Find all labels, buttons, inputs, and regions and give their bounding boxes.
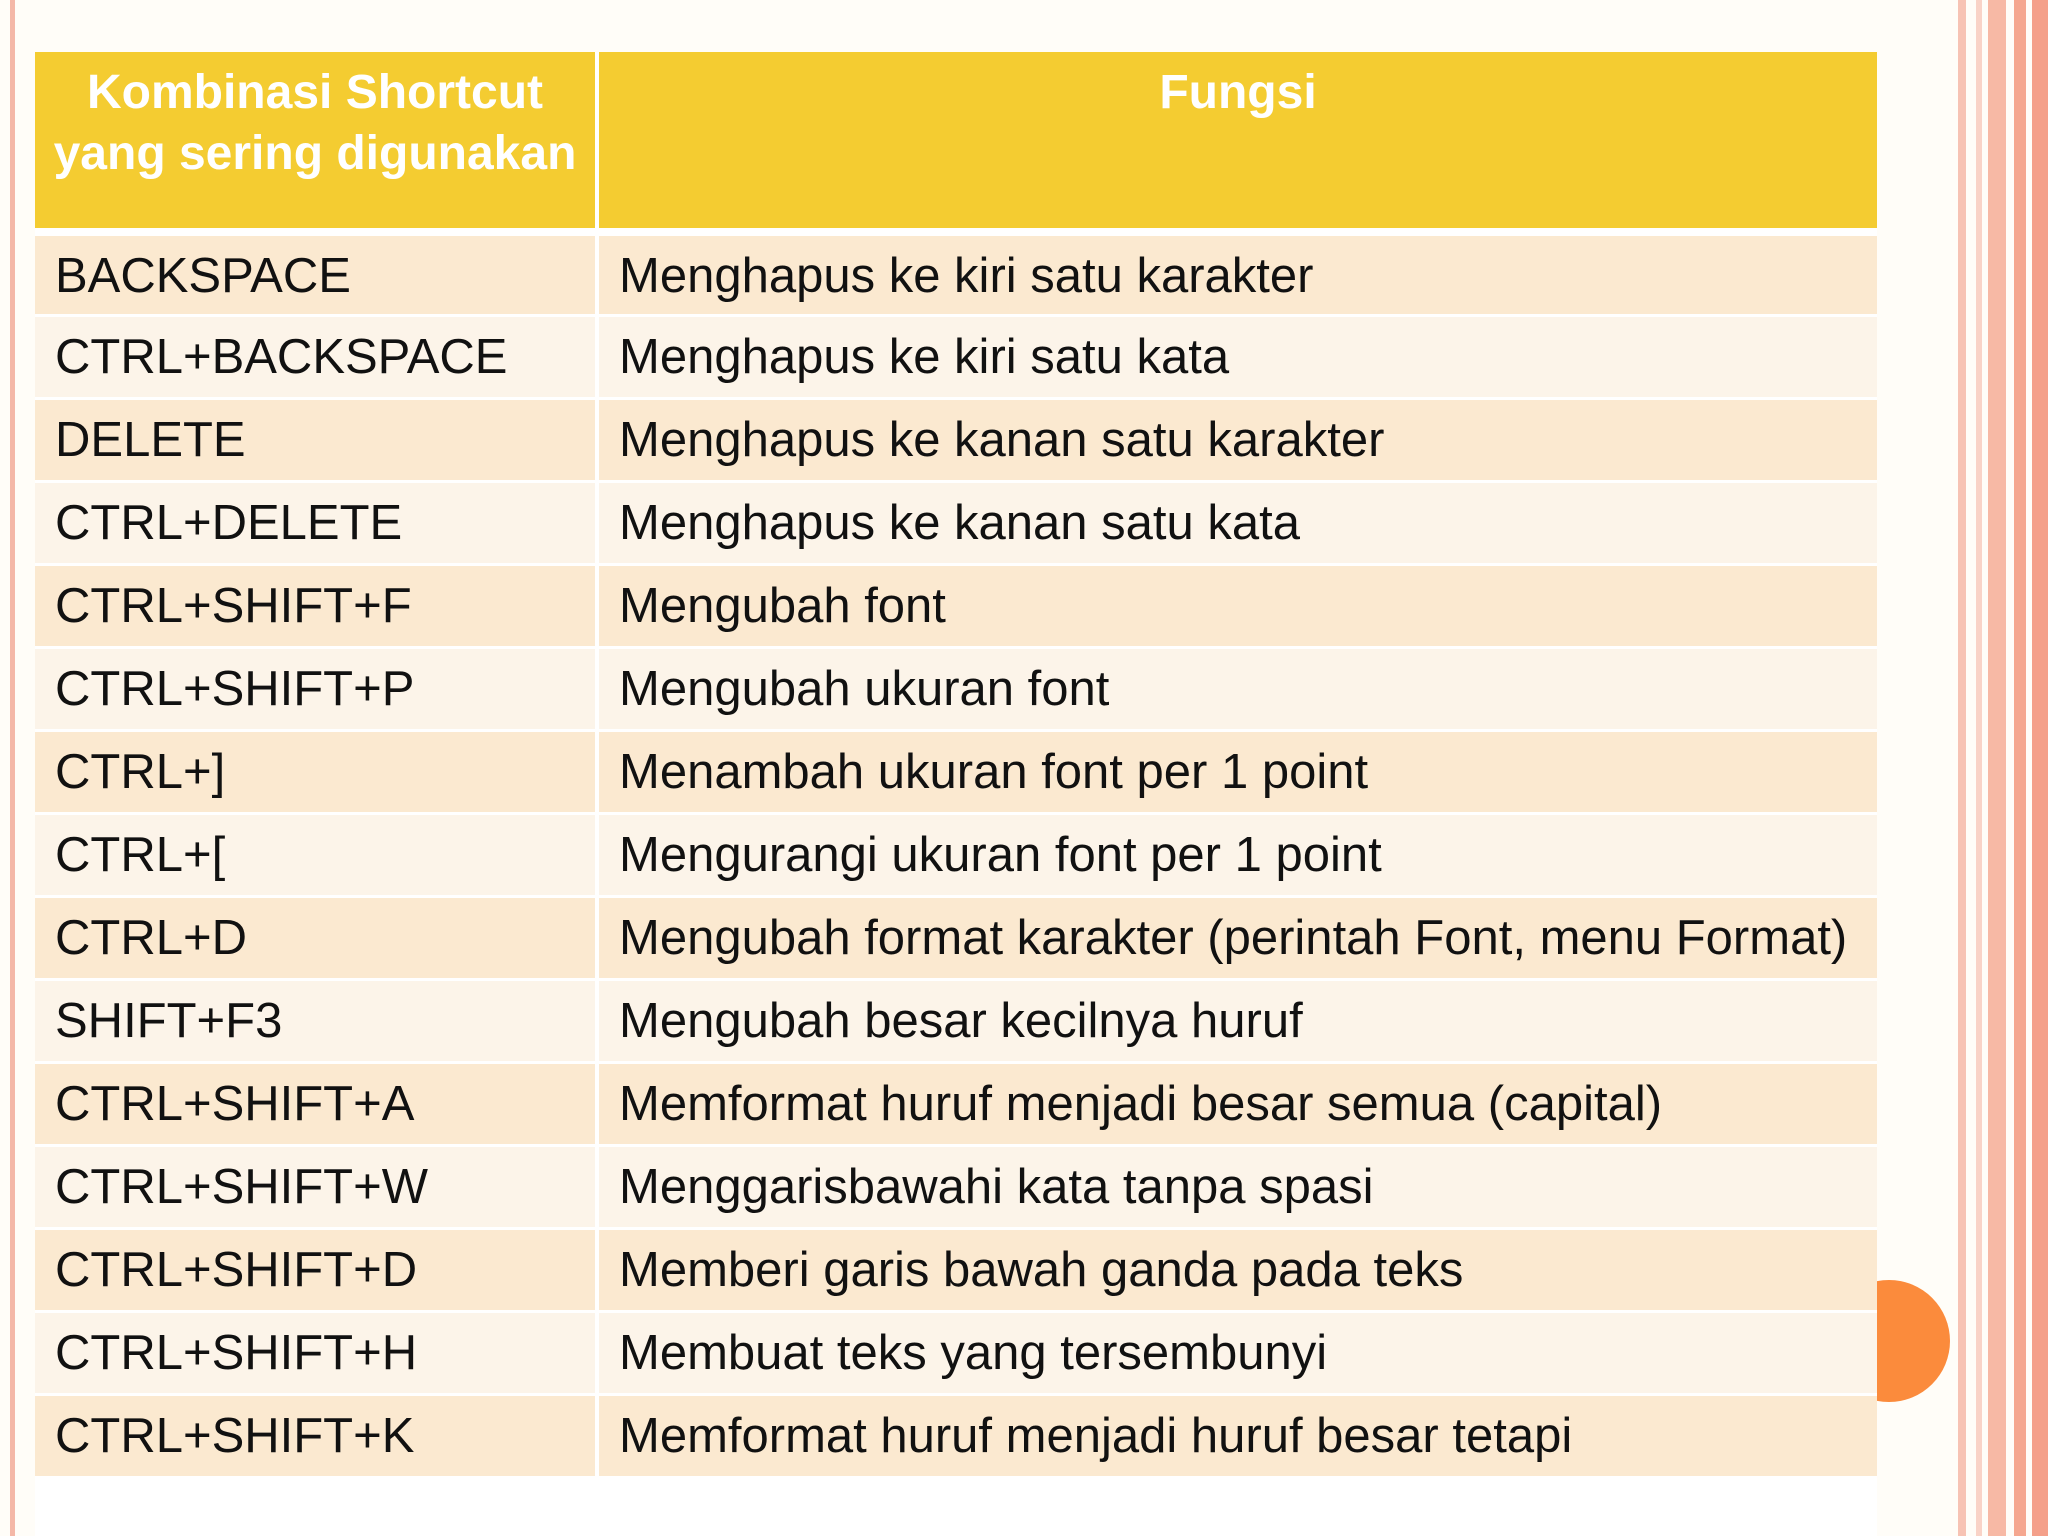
function-cell: Memformat huruf menjadi huruf besar tetapi [597, 1394, 1877, 1477]
shortcut-cell: CTRL+D [35, 896, 597, 979]
column-header-fungsi: Fungsi [597, 52, 1877, 232]
table-row [35, 564, 1877, 647]
shortcut-cell: CTRL+BACKSPACE [35, 315, 597, 398]
function-cell: Memformat huruf menjadi besar semua (capital) [597, 1062, 1877, 1145]
shortcut-cell: CTRL+] [35, 730, 597, 813]
table-row [35, 481, 1877, 564]
function-cell: Mengubah besar kecilnya huruf [597, 979, 1877, 1062]
shortcut-cell: CTRL+SHIFT+K [35, 1394, 597, 1477]
table-row [35, 896, 1877, 979]
stripe [1958, 0, 1966, 1536]
table-row [35, 647, 1877, 730]
stripe [2032, 0, 2048, 1536]
table-row [35, 398, 1877, 481]
shortcut-table [35, 52, 1877, 1479]
table-row [35, 1311, 1877, 1394]
stripe [2014, 0, 2026, 1536]
stripe [1976, 0, 1982, 1536]
table-row [35, 730, 1877, 813]
shortcut-cell: CTRL+SHIFT+D [35, 1228, 597, 1311]
function-cell: Mengubah ukuran font [597, 647, 1877, 730]
left-border-rule [10, 0, 15, 1536]
shortcut-table-container [35, 52, 1877, 1536]
shortcut-cell: BACKSPACE [35, 232, 597, 315]
right-decorative-stripes [1958, 0, 2048, 1536]
function-cell: Memberi garis bawah ganda pada teks [597, 1228, 1877, 1311]
shortcut-cell: DELETE [35, 398, 597, 481]
shortcut-cell: CTRL+SHIFT+F [35, 564, 597, 647]
function-cell: Mengubah format karakter (perintah Font, menu Format) [597, 896, 1877, 979]
table-row [35, 1145, 1877, 1228]
table-row [35, 1228, 1877, 1311]
function-cell: Menggarisbawahi kata tanpa spasi [597, 1145, 1877, 1228]
function-cell: Menghapus ke kanan satu kata [597, 481, 1877, 564]
function-cell: Mengubah font [597, 564, 1877, 647]
function-cell: Menghapus ke kanan satu karakter [597, 398, 1877, 481]
table-row [35, 1394, 1877, 1477]
shortcut-cell: CTRL+SHIFT+A [35, 1062, 597, 1145]
shortcut-cell: CTRL+DELETE [35, 481, 597, 564]
shortcut-cell: CTRL+SHIFT+P [35, 647, 597, 730]
shortcut-cell: CTRL+[ [35, 813, 597, 896]
table-row [35, 315, 1877, 398]
stripe [1988, 0, 2006, 1536]
table-row [35, 1062, 1877, 1145]
function-cell: Menghapus ke kiri satu karakter [597, 232, 1877, 315]
shortcut-cell: SHIFT+F3 [35, 979, 597, 1062]
table-row [35, 232, 1877, 315]
column-header-shortcut: Kombinasi Shortcut yang sering digunakan [35, 52, 597, 232]
table-header-row [35, 52, 1877, 232]
function-cell: Membuat teks yang tersembunyi [597, 1311, 1877, 1394]
table-row [35, 813, 1877, 896]
function-cell: Menghapus ke kiri satu kata [597, 315, 1877, 398]
shortcut-cell: CTRL+SHIFT+W [35, 1145, 597, 1228]
function-cell: Menambah ukuran font per 1 point [597, 730, 1877, 813]
shortcut-cell: CTRL+SHIFT+H [35, 1311, 597, 1394]
function-cell: Mengurangi ukuran font per 1 point [597, 813, 1877, 896]
table-row [35, 979, 1877, 1062]
